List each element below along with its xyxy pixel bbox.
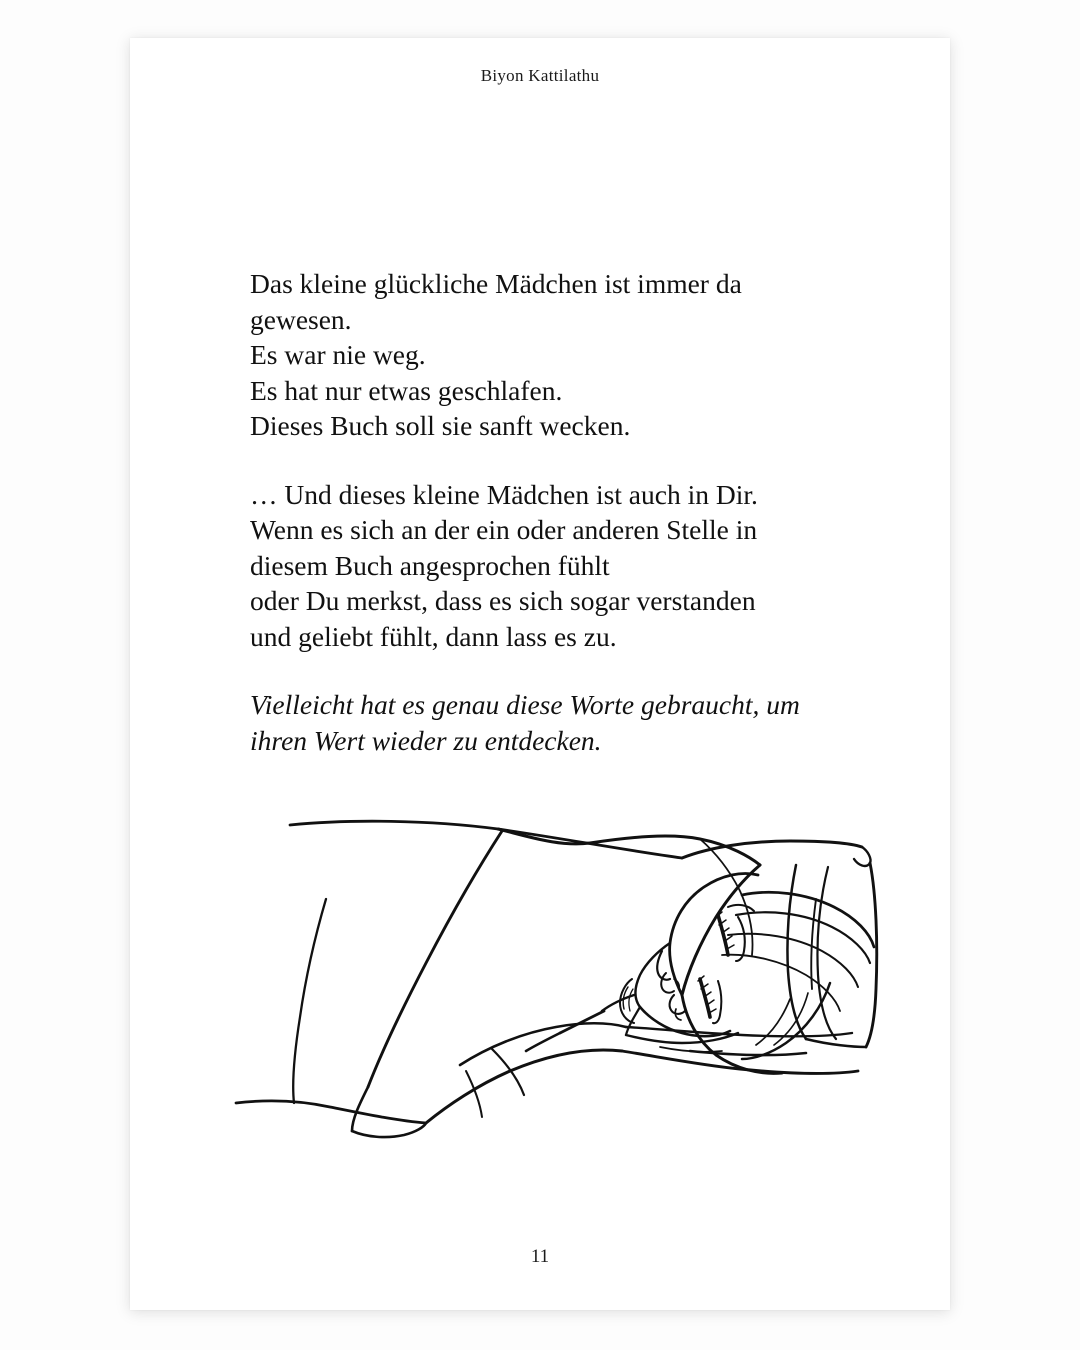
arm-lower-contour bbox=[426, 1050, 622, 1123]
collar-line bbox=[660, 1047, 722, 1052]
hair-band-1 bbox=[742, 892, 874, 947]
stanza-line: Wenn es sich an der ein oder anderen Stelle in bbox=[250, 514, 758, 545]
stanza-line: gewesen. bbox=[250, 303, 352, 335]
hair-band-2 bbox=[736, 912, 870, 963]
stanza-line: ihren Wert wieder zu entdecken. bbox=[250, 725, 602, 756]
pillow-right-edge bbox=[866, 863, 877, 1047]
hair-strand-a bbox=[756, 999, 790, 1045]
stanza-line: Vielleicht hat es genau diese Worte gebraucht, um bbox=[250, 689, 800, 720]
bed-line-right bbox=[626, 1027, 852, 1036]
sleeping-woman-illustration bbox=[230, 803, 880, 1143]
blanket-edge-left-taper bbox=[526, 1033, 560, 1051]
bedsheet-line-left bbox=[236, 1101, 426, 1123]
page-number: 11 bbox=[530, 1246, 550, 1267]
stanza-line: oder Du merkst, dass es sich sogar verstanden bbox=[250, 585, 756, 616]
eyebrow-upper bbox=[728, 905, 754, 911]
pillow-bottom-right bbox=[806, 1039, 866, 1047]
stanza-line: Das kleine glückliche Mädchen ist immer da bbox=[250, 268, 742, 299]
ear-inner-2 bbox=[629, 989, 633, 1011]
hair-mass-right-lower bbox=[742, 983, 830, 1059]
stanza-2 bbox=[250, 477, 810, 655]
ear-outline bbox=[620, 979, 634, 1023]
stanza-line: Es war nie weg. bbox=[250, 339, 426, 370]
blanket-lower-left bbox=[352, 1087, 368, 1131]
nose-tip bbox=[661, 973, 674, 993]
pillow-top-edge bbox=[682, 841, 862, 858]
pillow-crease-small bbox=[811, 899, 816, 989]
running-head-author: Biyon Kattilathu bbox=[480, 66, 600, 85]
stanza-1 bbox=[250, 266, 810, 444]
body-text-block bbox=[250, 266, 810, 759]
blanket-bottom-corner bbox=[352, 1123, 426, 1137]
eye-lower-lid-crease bbox=[713, 981, 721, 1023]
stanza-line: Dieses Buch soll sie sanft wecken. bbox=[250, 410, 631, 441]
stanza-3-italic bbox=[250, 687, 810, 759]
book-page-sheet bbox=[130, 38, 950, 1310]
blanket-fold-inner bbox=[293, 899, 326, 1103]
stanza-line: … Und dieses kleine Mädchen ist auch in Dir. bbox=[250, 478, 758, 510]
hair-band-3 bbox=[728, 934, 858, 987]
pillow-crease-outer bbox=[787, 865, 806, 1039]
blanket-fold-main bbox=[368, 831, 502, 1087]
stanza-line: Es hat nur etwas geschlafen. bbox=[250, 374, 563, 406]
pillow-corner-notch bbox=[854, 847, 871, 866]
stanza-line: und geliebt fühlt, dann lass es zu. bbox=[250, 620, 617, 652]
eye-lower-lash-line bbox=[700, 979, 710, 1017]
stanza-line: diesem Buch angesprochen fühlt bbox=[250, 549, 610, 581]
